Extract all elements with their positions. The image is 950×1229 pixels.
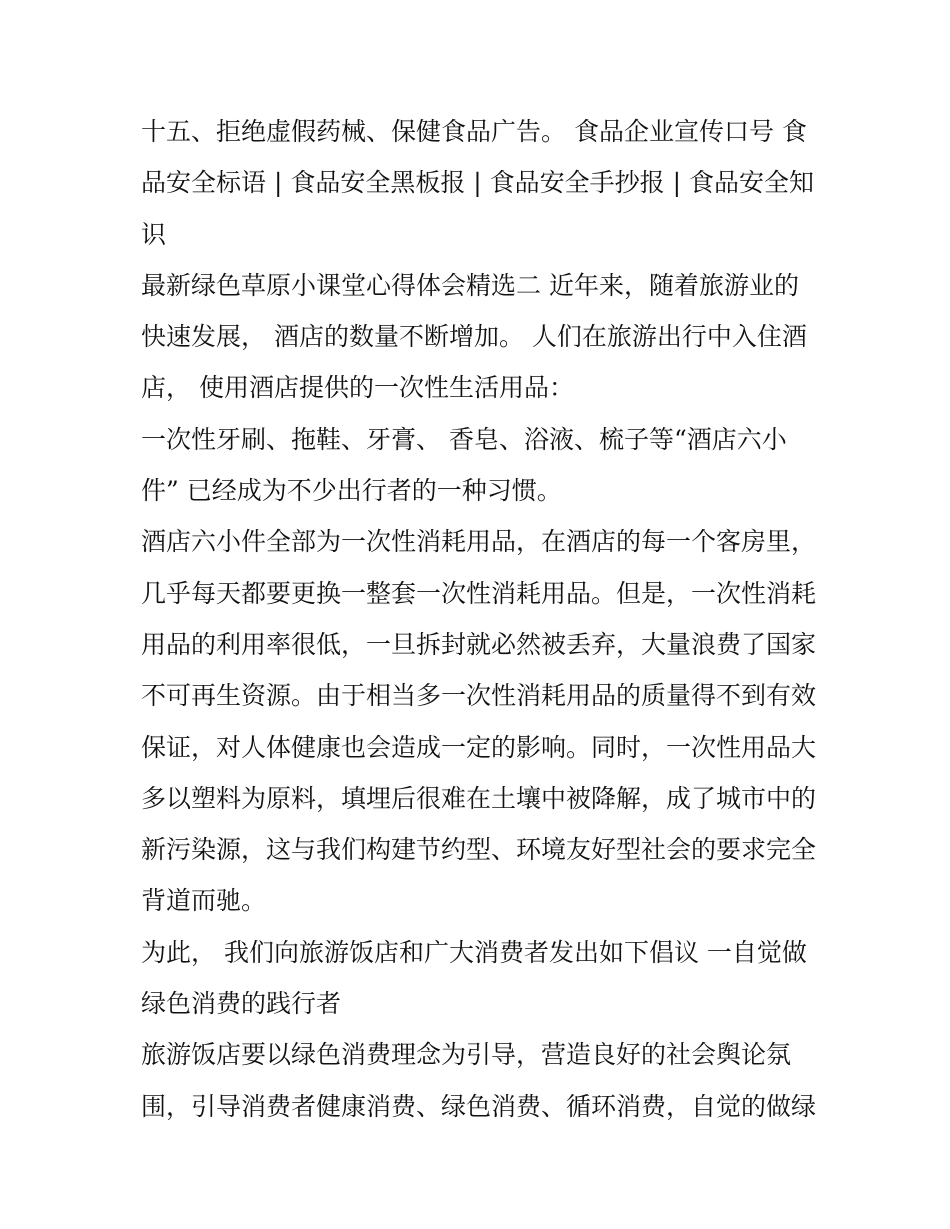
text-line: 围，引导消费者健康消费、绿色消费、循环消费，自觉的做绿 xyxy=(141,1091,817,1121)
text-line: 背道而驰。 xyxy=(141,886,267,916)
text-line: 不可再生资源。由于相当多一次性消耗用品的质量得不到有效 xyxy=(141,681,817,711)
text-line: 多以塑料为原料，填埋后很难在土壤中被降解，成了城市中的 xyxy=(141,783,817,813)
text-line: 旅游饭店要以绿色消费理念为引导，营造良好的社会舆论氛 xyxy=(141,1040,792,1070)
text-line: 绿色消费的践行者 xyxy=(141,989,342,1019)
text-line: 为此， 我们向旅游饭店和广大消费者发出如下倡议 一自觉做 xyxy=(141,937,807,967)
text-line: 一次性牙刷、拖鞋、牙膏、 香皂、浴液、梳子等“酒店六小 xyxy=(141,424,787,454)
text-line: 快速发展， 酒店的数量不断增加。 人们在旅游出行中入住酒 xyxy=(141,322,807,352)
text-line: 几乎每天都要更换一整套一次性消耗用品。但是，一次性消耗 xyxy=(141,578,817,608)
text-line: 十五、拒绝虚假药械、保健食品广告。 食品企业宣传口号 食 xyxy=(141,117,807,146)
text-line: 新污染源，这与我们构建节约型、环境友好型社会的要求完全 xyxy=(141,835,817,865)
text-line: 保证，对人体健康也会造成一定的影响。同时，一次性用品大 xyxy=(141,732,817,762)
text-line: 酒店六小件全部为一次性消耗用品，在酒店的每一个客房里， xyxy=(141,527,817,557)
text-line: 品安全标语 | 食品安全黑板报 | 食品安全手抄报 | 食品安全知 xyxy=(141,168,814,198)
text-line: 最新绿色草原小课堂心得体会精选二 近年来，随着旅游业的 xyxy=(141,270,799,300)
text-line: 识 xyxy=(141,219,167,249)
text-line: 件” 已经成为不少出行者的一种习惯。 xyxy=(141,476,562,506)
text-line: 用品的利用率很低，一旦拆封就必然被丢弃，大量浪费了国家 xyxy=(141,629,817,659)
body-text xyxy=(141,106,821,1132)
text-line: 店， 使用酒店提供的一次性生活用品： xyxy=(141,373,574,403)
